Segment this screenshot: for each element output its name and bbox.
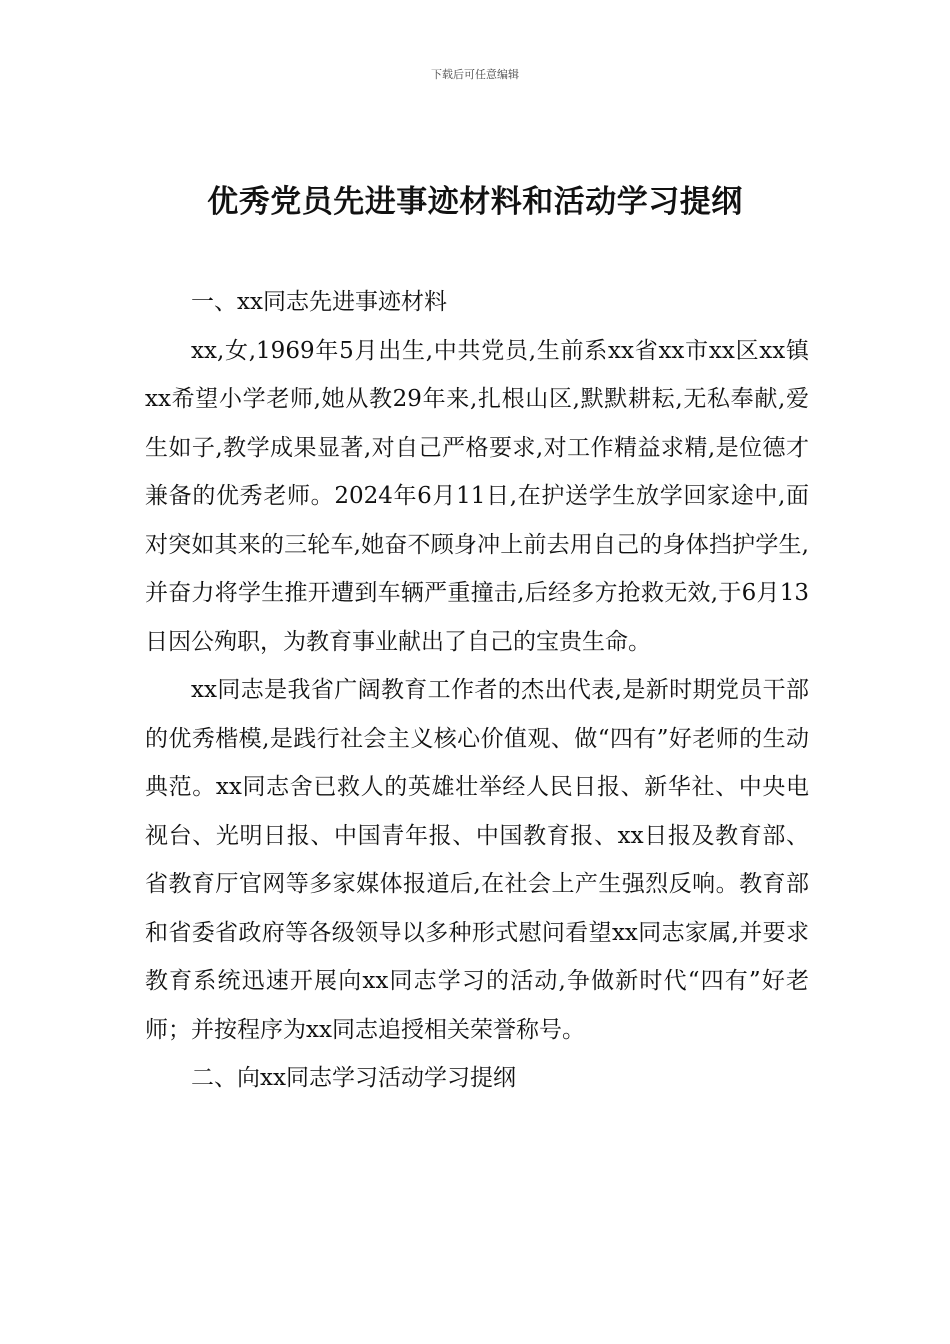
document-body (145, 278, 809, 1103)
paragraph-influence: xx同志是我省广阔教育工作者的杰出代表,是新时期党员干部的优秀楷模,是践行社会主义核心价值观、做“四有”好老师的生动典范。xx同志舍已救人的英雄壮举经人民日报、新华社、中央电视台、光明日报、中国青年报、中国教育报、xx日报及教育部、省教育厅官网等多家媒体报道后,在社会上产生强烈反响。教育部和省委省政府等各级领导以多种形式慰问看望xx同志家属,并要求教育系统迅速开展向xx同志学习的活动,争做新时代“四有”好老师；并按程序为xx同志追授相关荣誉称号。 (145, 677, 809, 1043)
document-title: 优秀党员先进事迹材料和活动学习提纲 (207, 184, 743, 220)
section-heading-2: 二、向xx同志学习活动学习提纲 (191, 1065, 516, 1091)
header-note: 下载后可任意编辑 (431, 68, 519, 81)
section-heading-1: 一、xx同志先进事迹材料 (191, 289, 447, 315)
paragraph-biography: xx,女,1969年5月出生,中共党员,生前系xx省xx市xx区xx镇xx希望小学老师,她从教29年来,扎根山区,默默耕耘,无私奉献,爱生如子,教学成果显著,对自己严格要求,对工作精益求精,是位德才兼备的优秀老师。2024年6月11日,在护送学生放学回家途中,面对突如其来的三轮车,她奋不顾身冲上前去用自己的身体挡护学生,并奋力将学生推开遭到车辆严重撞击,后经多方抢救无效,于6月13日因公殉职，为教育事业献出了自己的宝贵生命。 (145, 337, 809, 655)
